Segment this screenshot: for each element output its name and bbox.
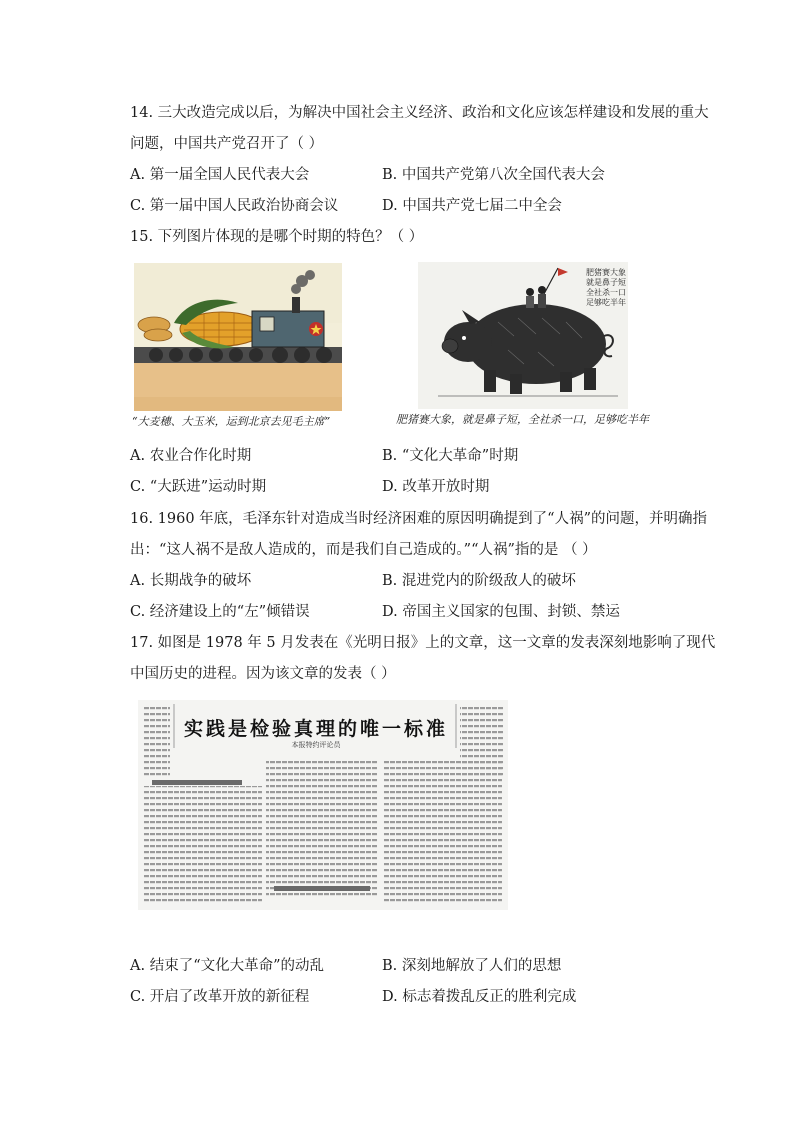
q16-stem-line1: 16. 1960 年底，毛泽东针对造成当时经济困难的原因明确提到了“人祸”的问题，并明确指 <box>130 511 708 527</box>
q14-option-b[interactable]: B. 中国共产党第八次全国代表大会 <box>382 167 605 183</box>
q15-image1-caption: “大麦穗、大玉米，运到北京去见毛主席” <box>132 415 331 428</box>
q15-image2-caption: 肥猪赛大象，就是鼻子短，全社杀一口，足够吃半年 <box>396 413 649 426</box>
q15-option-c[interactable]: C. “大跃进”运动时期 <box>130 479 267 495</box>
q14-option-a[interactable]: A. 第一届全国人民代表大会 <box>130 167 310 183</box>
q17-option-b[interactable]: B. 深刻地解放了人们的思想 <box>382 958 562 974</box>
newspaper-headline: 实践是检验真理的唯一标准 <box>178 714 454 741</box>
giant-pig-image <box>418 262 628 409</box>
q17-option-c[interactable]: C. 开启了改革开放的新征程 <box>130 989 310 1005</box>
q14-option-d[interactable]: D. 中国共产党七届二中全会 <box>382 198 562 214</box>
q15-option-d[interactable]: D. 改革开放时期 <box>382 479 490 495</box>
q16-option-b[interactable]: B. 混进党内的阶级敌人的破坏 <box>382 573 576 589</box>
q14-option-c[interactable]: C. 第一届中国人民政治协商会议 <box>130 198 339 214</box>
q15-stem: 15. 下列图片体现的是哪个时期的特色？（ ） <box>130 229 424 245</box>
q17-option-a[interactable]: A. 结束了“文化大革命”的动乱 <box>130 958 325 974</box>
q15-option-b[interactable]: B. “文化大革命”时期 <box>382 448 519 464</box>
newspaper-clipping-image <box>138 700 508 910</box>
q17-stem-line2: 中国历史的进程。因为该文章的发表（ ） <box>130 666 396 682</box>
q14-stem-line1: 14. 三大改造完成以后，为解决中国社会主义经济、政治和文化应该怎样建设和发展的重大 <box>130 105 709 121</box>
q17-stem-line1: 17. 如图是 1978 年 5 月发表在《光明日报》上的文章，这一文章的发表深刻地影响了现代 <box>130 635 716 651</box>
poster-corn-train-image <box>134 263 342 411</box>
q15-option-a[interactable]: A. 农业合作化时期 <box>130 448 252 464</box>
pig-poster-inscription: 肥猪赛大象 就是鼻子短 全社杀一口 足够吃半年 <box>586 268 626 307</box>
q16-stem-line2: 出：“这人祸不是敌人造成的，而是我们自己造成的。”“人祸”指的是 （ ） <box>130 542 597 558</box>
q17-option-d[interactable]: D. 标志着拨乱反正的胜利完成 <box>382 989 577 1005</box>
q16-option-c[interactable]: C. 经济建设上的“左”倾错误 <box>130 604 310 620</box>
newspaper-byline: 本报特约评论员 <box>178 740 454 750</box>
q16-option-a[interactable]: A. 长期战争的破坏 <box>130 573 252 589</box>
corn-train-illustration <box>134 263 342 411</box>
q16-option-d[interactable]: D. 帝国主义国家的包围、封锁、禁运 <box>382 604 620 620</box>
q14-stem-line2: 问题，中国共产党召开了（ ） <box>130 136 324 152</box>
